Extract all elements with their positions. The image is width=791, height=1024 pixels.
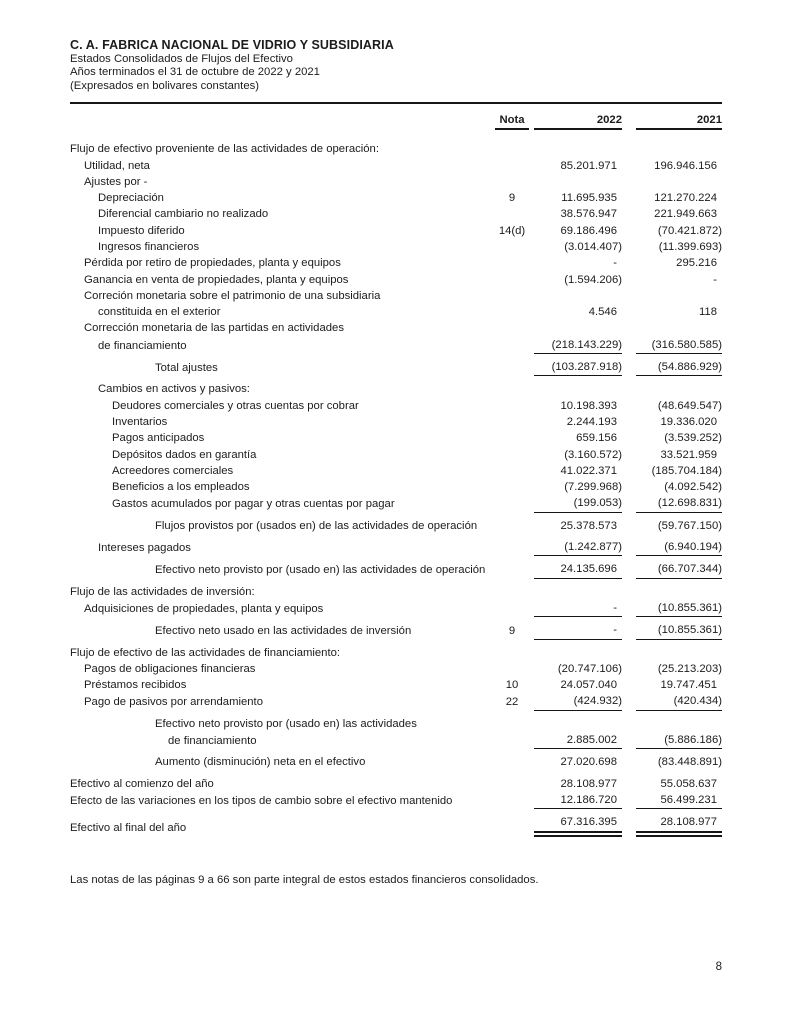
table-row — [70, 174, 722, 190]
table-row — [70, 754, 722, 770]
value-2022: 24.135.696 — [534, 561, 622, 578]
table-row — [70, 430, 722, 446]
row-label: Corrección monetaria de las partidas en actividades — [84, 322, 344, 335]
value-2022: 4.546 — [588, 306, 617, 319]
value-2021: (11.399.693) — [658, 241, 722, 253]
value-2022: 67.316.395 — [534, 814, 622, 836]
value-2021: 55.058.637 — [660, 777, 717, 790]
value-2021: (10.855.361) — [636, 600, 722, 617]
value-2021: 33.521.959 — [660, 448, 717, 461]
row-label: Efectivo al comienzo del año — [70, 777, 214, 790]
value-2022: (218.143.229) — [534, 337, 622, 354]
statement-table — [70, 141, 722, 836]
value-2022: 41.022.371 — [560, 464, 617, 477]
table-row — [70, 732, 722, 749]
column-header-2021: 2021 — [636, 114, 722, 130]
row-label: Pagos de obligaciones financieras — [84, 662, 256, 675]
row-label: Efectivo neto provisto por (usado en) las actividades de operación — [155, 564, 486, 577]
row-label: Préstamos recibidos — [84, 679, 187, 692]
value-2021: (70.421.872) — [657, 224, 722, 237]
value-2021: (6.940.194) — [636, 539, 722, 556]
table-row — [70, 479, 722, 495]
row-label: Efectivo al final del año — [70, 822, 187, 835]
value-2022: (20.747.106) — [557, 662, 622, 675]
table-row — [70, 398, 722, 414]
page-number: 8 — [715, 961, 722, 973]
value-2022: (103.287.918) — [534, 359, 622, 376]
value-2022: (3.160.572) — [564, 448, 622, 461]
table-row — [70, 190, 722, 206]
table-row — [70, 381, 722, 397]
value-2021: (3.539.252) — [664, 432, 722, 445]
value-2022: (1.242.877) — [534, 539, 622, 556]
value-2021: 28.108.977 — [636, 814, 722, 836]
row-label: Flujo de efectivo de las actividades de financiamiento: — [70, 646, 341, 659]
row-label: Ganancia en venta de propiedades, planta y equipos — [84, 273, 349, 286]
value-2021: (185.704.184) — [651, 464, 722, 477]
row-label: Flujo de efectivo proveniente de las actividades de operación: — [70, 143, 379, 156]
value-2022: 24.057.040 — [560, 679, 617, 692]
table-row — [70, 792, 722, 809]
table-row — [70, 359, 722, 376]
value-2022: 659.156 — [576, 432, 617, 445]
value-2021: (25.213.203) — [657, 662, 722, 675]
value-2021: (420.434) — [636, 693, 722, 710]
row-label: Beneficios a los empleados — [112, 481, 250, 494]
table-row — [70, 272, 722, 288]
table-row — [70, 539, 722, 556]
row-label: Gastos acumulados por pagar y otras cuentas por pagar — [112, 498, 395, 511]
value-2022: 11.695.935 — [561, 192, 617, 205]
value-2021: (12.698.831) — [636, 495, 722, 512]
column-header-nota — [490, 114, 534, 130]
table-row — [70, 158, 722, 174]
value-2021: (59.767.150) — [657, 519, 722, 532]
statement-content — [70, 38, 722, 886]
table-row — [70, 141, 722, 157]
value-2022: - — [534, 622, 622, 639]
row-label: Flujo de las actividades de inversión: — [70, 585, 255, 598]
value-2021: 221.949.663 — [654, 208, 717, 221]
row-nota: 14(d) — [498, 224, 526, 237]
table-row — [70, 304, 722, 320]
value-2022: (199.053) — [534, 495, 622, 512]
table-row — [70, 693, 722, 710]
value-2021: 56.499.231 — [636, 792, 722, 809]
value-2022: - — [534, 600, 622, 617]
value-2021: 19.747.451 — [660, 679, 717, 692]
value-2021: 196.946.156 — [654, 159, 717, 172]
table-row — [70, 622, 722, 639]
row-label: Diferencial cambiario no realizado — [98, 208, 269, 221]
table-row — [70, 337, 722, 354]
value-2021: (83.448.891) — [657, 756, 722, 769]
value-2022: (1.594.206) — [564, 273, 622, 286]
row-label: Depreciación — [98, 192, 164, 205]
row-label: Deudores comerciales y otras cuentas por cobrar — [112, 399, 359, 412]
table-row — [70, 518, 722, 534]
table-row — [70, 320, 722, 336]
row-label: Depósitos dados en garantía — [112, 448, 257, 461]
company-name: C. A. FABRICA NACIONAL DE VIDRIO Y SUBSIDIARIA — [70, 38, 394, 52]
value-2022: 12.186.720 — [534, 792, 622, 809]
row-label: Adquisiciones de propiedades, planta y equipos — [84, 602, 324, 615]
value-2021: (10.855.361) — [636, 622, 722, 639]
row-label: Pagos anticipados — [112, 432, 205, 445]
table-row — [70, 600, 722, 617]
row-label: Flujos provistos por (usados en) de las actividades de operación — [155, 519, 478, 532]
row-label: Correción monetaria sobre el patrimonio de una subsidiaria — [84, 289, 381, 302]
row-label: Efectivo neto provisto por (usado en) las actividades — [155, 717, 417, 730]
table-row — [70, 716, 722, 732]
row-label: Ingresos financieros — [98, 241, 200, 253]
row-nota: 22 — [505, 696, 519, 709]
value-2022: 10.198.393 — [560, 399, 617, 412]
row-label: Inventarios — [112, 415, 168, 428]
column-header-nota-label: Nota — [495, 114, 528, 130]
value-2022: - — [613, 257, 617, 270]
value-2021: (48.649.547) — [657, 399, 722, 412]
value-2021: 19.336.020 — [660, 415, 717, 428]
value-2021: (316.580.585) — [636, 337, 722, 354]
table-row — [70, 223, 722, 239]
value-2022: 28.108.977 — [560, 777, 617, 790]
row-label: Pérdida por retiro de propiedades, planta y equipos — [84, 257, 341, 270]
value-2021: 118 — [698, 306, 717, 319]
table-row — [70, 584, 722, 600]
value-2021: - — [713, 273, 717, 286]
value-2021: (66.707.344) — [636, 561, 722, 578]
row-label: Cambios en activos y pasivos: — [98, 383, 250, 396]
row-label: de financiamiento — [168, 735, 257, 748]
column-headers — [70, 114, 722, 130]
value-2022: 69.186.496 — [560, 224, 617, 237]
value-2022: 2.885.002 — [534, 732, 622, 749]
statement-title: Estados Consolidados de Flujos del Efectivo — [70, 53, 293, 65]
table-row — [70, 661, 722, 677]
document-header — [70, 38, 722, 104]
value-2022: 2.244.193 — [566, 415, 617, 428]
table-row — [70, 255, 722, 271]
table-row — [70, 206, 722, 222]
table-row — [70, 414, 722, 430]
table-row — [70, 239, 722, 255]
table-row — [70, 561, 722, 578]
value-2022: 27.020.698 — [560, 756, 617, 769]
value-2021: (54.886.929) — [636, 359, 722, 376]
row-label: Efecto de las variaciones en los tipos de cambio sobre el efectivo mantenido — [70, 794, 453, 807]
row-label: Impuesto diferido — [98, 224, 185, 237]
table-row — [70, 645, 722, 661]
value-2022: 85.201.971 — [560, 159, 617, 172]
row-label: Acreedores comerciales — [112, 464, 234, 477]
value-2022: 25.378.573 — [560, 519, 617, 532]
row-nota: 9 — [508, 192, 516, 205]
table-row — [70, 495, 722, 512]
header-rule — [70, 102, 722, 104]
value-2021: (5.886.186) — [636, 732, 722, 749]
row-nota: 9 — [508, 625, 516, 638]
value-2022: (3.014.407) — [564, 241, 622, 253]
row-label: Pago de pasivos por arrendamiento — [84, 696, 263, 709]
row-label: Ajustes por - — [84, 175, 148, 188]
table-row — [70, 814, 722, 836]
table-row — [70, 463, 722, 479]
table-row — [70, 677, 722, 693]
statement-period: Años terminados el 31 de octubre de 2022 y 2021 — [70, 66, 320, 79]
value-2021: 121.270.224 — [654, 192, 717, 205]
integral-note: Las notas de las páginas 9 a 66 son parte integral de estos estados financieros consolidados. — [70, 873, 539, 886]
value-2022: (7.299.968) — [564, 481, 622, 494]
row-label: constituida en el exterior — [98, 306, 221, 319]
row-nota: 10 — [505, 679, 519, 692]
row-label: Utilidad, neta — [84, 159, 150, 172]
currency-note: (Expresados en bolivares constantes) — [70, 79, 260, 92]
row-label: Total ajustes — [155, 362, 218, 375]
row-label: Aumento (disminución) neta en el efectivo — [155, 756, 366, 769]
table-row — [70, 776, 722, 792]
value-2021: (4.092.542) — [664, 481, 722, 494]
value-2022: 38.576.947 — [560, 208, 617, 221]
row-label: de financiamiento — [98, 339, 187, 352]
column-header-2022: 2022 — [534, 114, 622, 130]
value-2022: (424.932) — [534, 693, 622, 710]
table-row — [70, 288, 722, 304]
row-label: Intereses pagados — [98, 542, 191, 555]
value-2021: 295.216 — [676, 257, 717, 270]
row-label: Efectivo neto usado en las actividades de inversión — [155, 625, 412, 638]
table-row — [70, 447, 722, 463]
